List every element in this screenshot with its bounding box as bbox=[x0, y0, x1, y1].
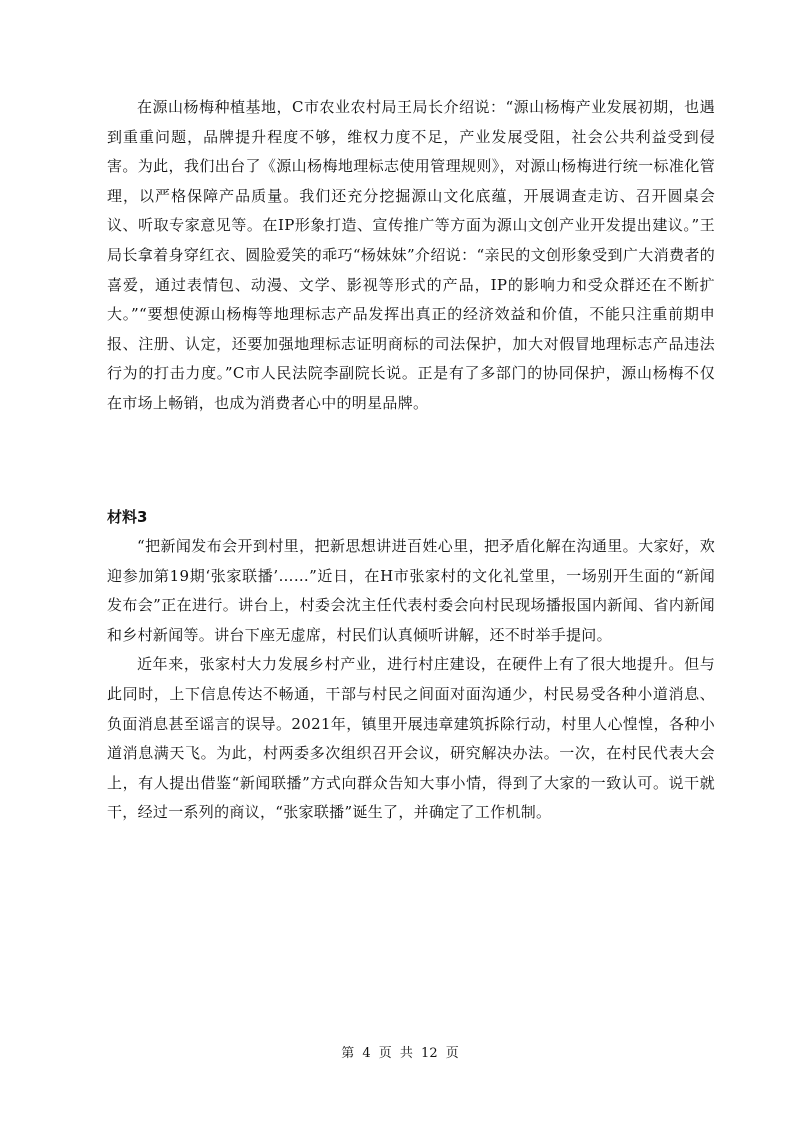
material3-paragraph-1: “把新闻发布会开到村里，把新思想讲进百姓心里，把矛盾化解在沟通里。大家好，欢迎参加第19期‘张家联播’……”近日，在H市张家村的文化礼堂里，一场别开生面的“新闻发布会”正在进行。讲台上，村委会沈主任代表村委会向村民现场播报国内新闻、省内新闻和乡村新闻等。讲台下座无虚席，村民们认真倾听讲解，还不时举手提问。 bbox=[107, 537, 715, 644]
material3-paragraph-2: 近年来，张家村大力发展乡村产业，进行村庄建设，在硬件上有了很大地提升。但与此同时，上下信息传达不畅通，干部与村民之间面对面沟通少，村民易受各种小道消息、负面消息甚至谣言的误导。2021年，镇里开展违章建筑拆除行动，村里人心惶惶，各种小道消息满天飞。为此，村两委多次组织召开会议，研究解决办法。一次，在村民代表大会上，有人提出借鉴“新闻联播”方式向群众告知大事小情，得到了大家的一致认可。说干就干，经过一系列的商议，“张家联播”诞生了，并确定了工作机制。 bbox=[107, 655, 715, 822]
material3-heading: 材料3 bbox=[107, 508, 148, 526]
page-footer: 第 4 页 共 12 页 bbox=[341, 1046, 459, 1061]
material3-section bbox=[107, 532, 715, 828]
material2-section bbox=[107, 93, 715, 419]
material2-paragraph: 在源山杨梅种植基地，C市农业农村局王局长介绍说：“源山杨梅产业发展初期，也遇到重重问题，品牌提升程度不够，维权力度不足，产业发展受阻，社会公共利益受到侵害。为此，我们出台了《源山杨梅地理标志使用管理规则》，对源山杨梅进行统一标准化管理，以严格保障产品质量。我们还充分挖掘源山文化底蕴，开展调查走访、召开圆桌会议、听取专家意见等。在IP形象打造、宣传推广等方面为源山文创产业开发提出建议。”王局长拿着身穿红衣、圆脸爱笑的乖巧“杨妹妹”介绍说：“亲民的文创形象受到广大消费者的喜爱，通过表情包、动漫、文学、影视等形式的产品，IP的影响力和受众群还在不断扩大。”“要想使源山杨梅等地理标志产品发挥出真正的经济效益和价值，不能只注重前期申报、注册、认定，还要加强地理标志证明商标的司法保护，加大对假冒地理标志产品违法行为的打击力度。”C市人民法院李副院长说。正是有了多部门的协同保护，源山杨梅不仅在市场上畅销，也成为消费者心中的明星品牌。 bbox=[107, 98, 715, 412]
